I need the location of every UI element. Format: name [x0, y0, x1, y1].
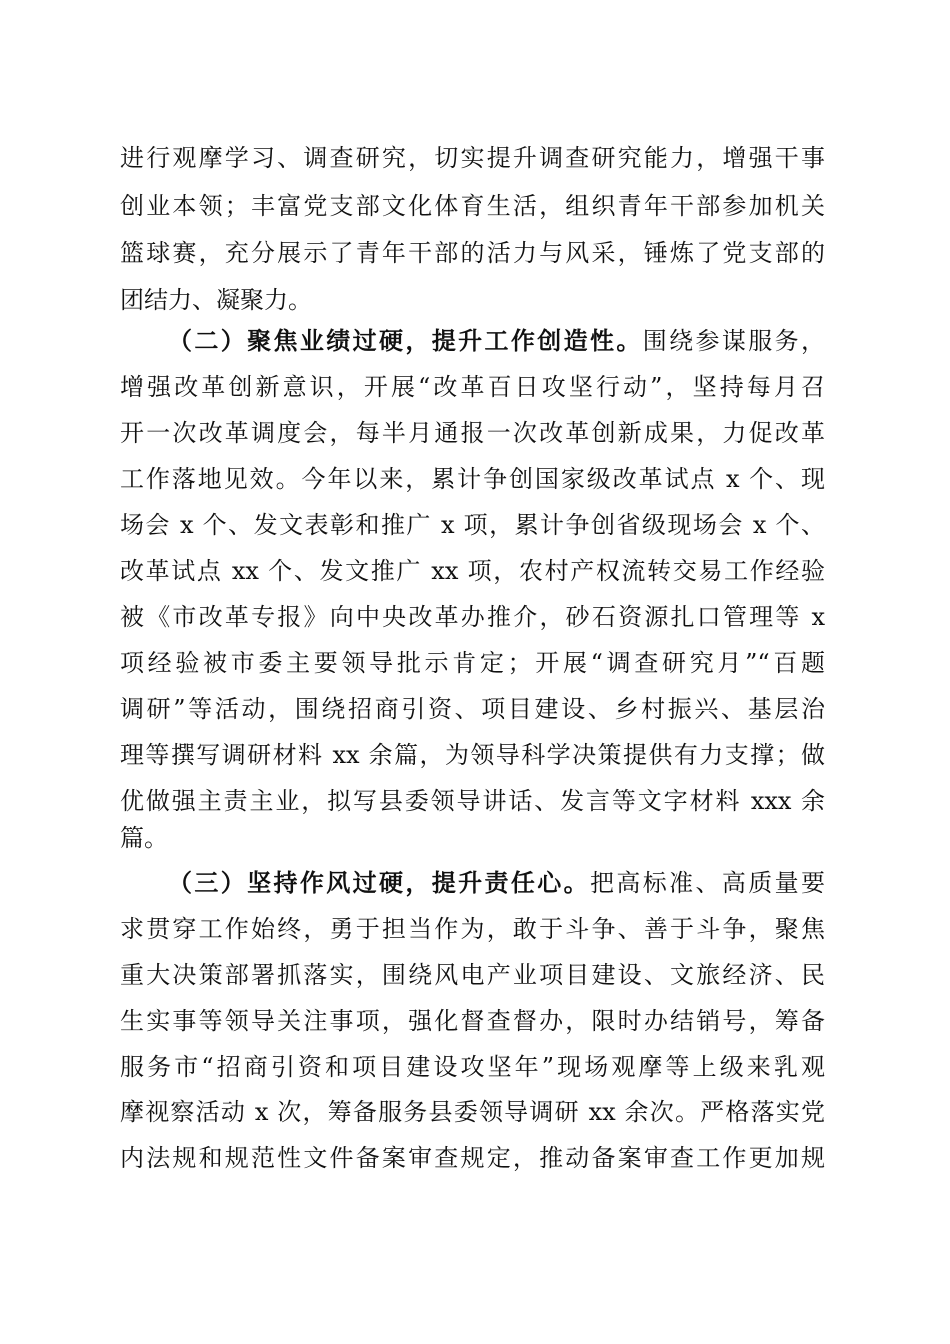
para2-heading: （二）聚焦业绩过硬，提升工作创造性。 [168, 326, 643, 355]
para2-line-11: 优做强主责主业，拟写县委领导讲话、发言等文字材料 xxx 余 [120, 787, 825, 815]
para2-line-2: 增强改革创新意识，开展“改革百日攻坚行动”，坚持每月召 [120, 373, 825, 401]
para3-line-5: 服务市“招商引资和项目建设攻坚年”现场观摩等上级来乳观 [120, 1053, 825, 1081]
para2-line-10: 理等撰写调研材料 xx 余篇，为领导科学决策提供有力支撑；做 [120, 741, 825, 769]
para2-first-line [168, 321, 825, 361]
para3-first-rest: 把高标准、高质量要 [590, 869, 825, 897]
para2-line-5: 场会 x 个、发文表彰和推广 x 项，累计争创省级现场会 x 个、 [120, 511, 825, 539]
para3-heading: （三）坚持作风过硬，提升责任心。 [168, 868, 590, 897]
para2-first-rest: 围绕参谋服务， [642, 327, 825, 355]
para2-line-3: 开一次改革调度会，每半月通报一次改革创新成果，力促改革 [120, 419, 825, 447]
para3-line-7: 内法规和规范性文件备案审查规定，推动备案审查工作更加规 [120, 1144, 825, 1172]
para2-line-8: 项经验被市委主要领导批示肯定；开展“调查研究月”“百题 [120, 649, 825, 677]
para2-line-4: 工作落地见效。今年以来，累计争创国家级改革试点 x 个、现 [120, 465, 825, 493]
para2-line-6: 改革试点 xx 个、发文推广 xx 项，农村产权流转交易工作经验 [120, 557, 825, 585]
para3-line-4: 生实事等领导关注事项，强化督查督办，限时办结销号，筹备 [120, 1007, 825, 1035]
para1-line-4: 团结力、凝聚力。 [120, 286, 312, 314]
para1-line-3: 篮球赛，充分展示了青年干部的活力与风采，锤炼了党支部的 [120, 239, 825, 267]
para3-line-3: 重大决策部署抓落实，围绕风电产业项目建设、文旅经济、民 [120, 961, 825, 989]
para2-line-7: 被《市改革专报》向中央改革办推介，砂石资源扎口管理等 x [120, 603, 825, 631]
para2-line-12: 篇。 [120, 824, 168, 852]
para3-line-2: 求贯穿工作始终，勇于担当作为，敢于斗争、善于斗争，聚焦 [120, 915, 825, 943]
para2-line-9: 调研”等活动，围绕招商引资、项目建设、乡村振兴、基层治 [120, 695, 825, 723]
para1-line-1: 进行观摩学习、调查研究，切实提升调查研究能力，增强干事 [120, 144, 825, 172]
para1-line-2: 创业本领；丰富党支部文化体育生活，组织青年干部参加机关 [120, 192, 825, 220]
para3-line-6: 摩视察活动 x 次，筹备服务县委领导调研 xx 余次。严格落实党 [120, 1098, 825, 1126]
para3-first-line [168, 863, 825, 903]
